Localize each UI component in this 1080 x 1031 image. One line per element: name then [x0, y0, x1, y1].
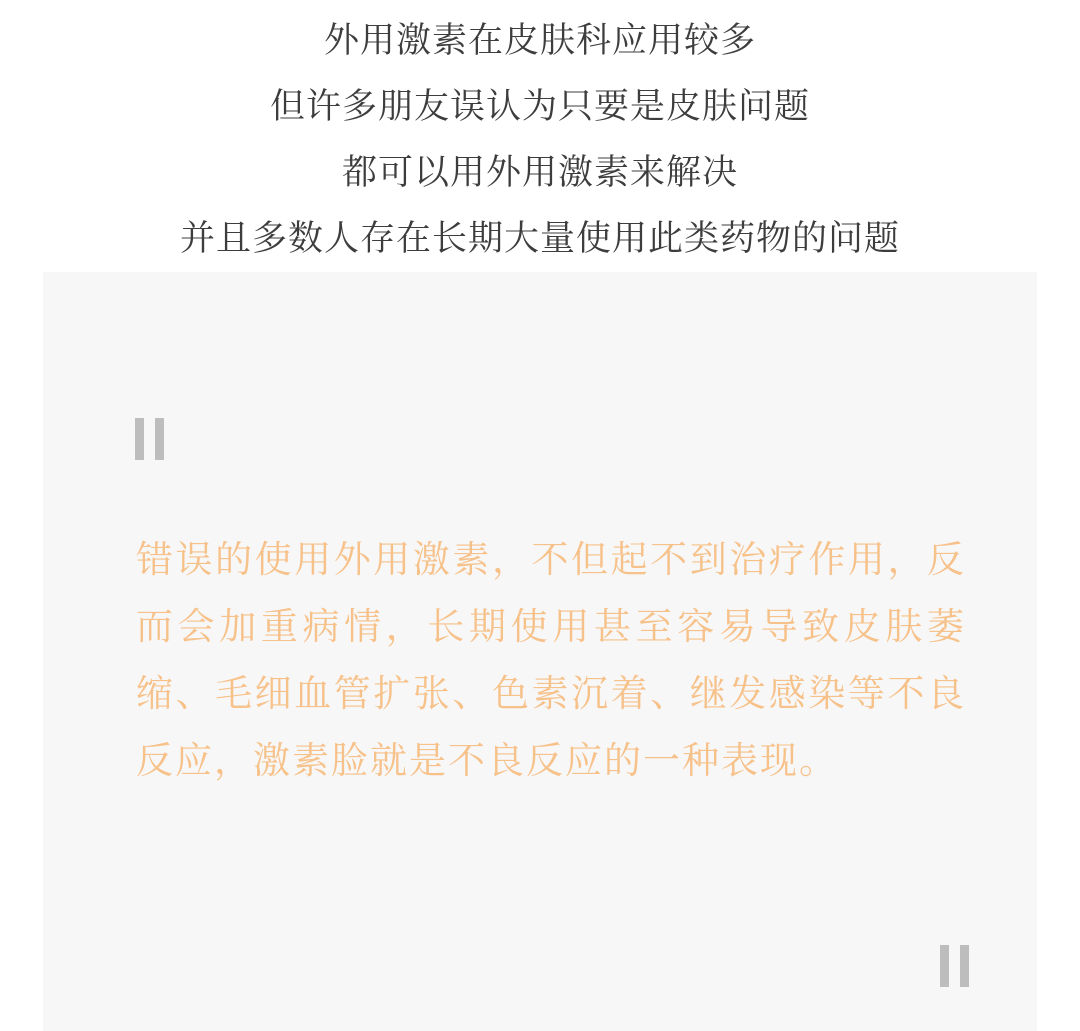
- intro-line-3: 都可以用外用激素来解决: [341, 153, 738, 192]
- quote-open-mark-icon: [135, 418, 164, 460]
- quote-text: 错误的使用外用激素，不但起不到治疗作用，反而会加重病情，长期使用甚至容易导致皮肤萎缩、毛细血管扩张、色素沉着、继发感染等不良反应，激素脸就是不良反应的一种表现。: [136, 539, 966, 781]
- intro-line-1: 外用激素在皮肤科应用较多: [323, 21, 756, 60]
- quote-close-mark-icon: [940, 945, 969, 987]
- intro-line-2: 但许多朋友误认为只要是皮肤问题: [269, 87, 810, 126]
- intro-paragraph: [0, 0, 1080, 272]
- quote-card: [43, 272, 1037, 1031]
- intro-line-4: 并且多数人存在长期大量使用此类药物的问题: [179, 219, 900, 258]
